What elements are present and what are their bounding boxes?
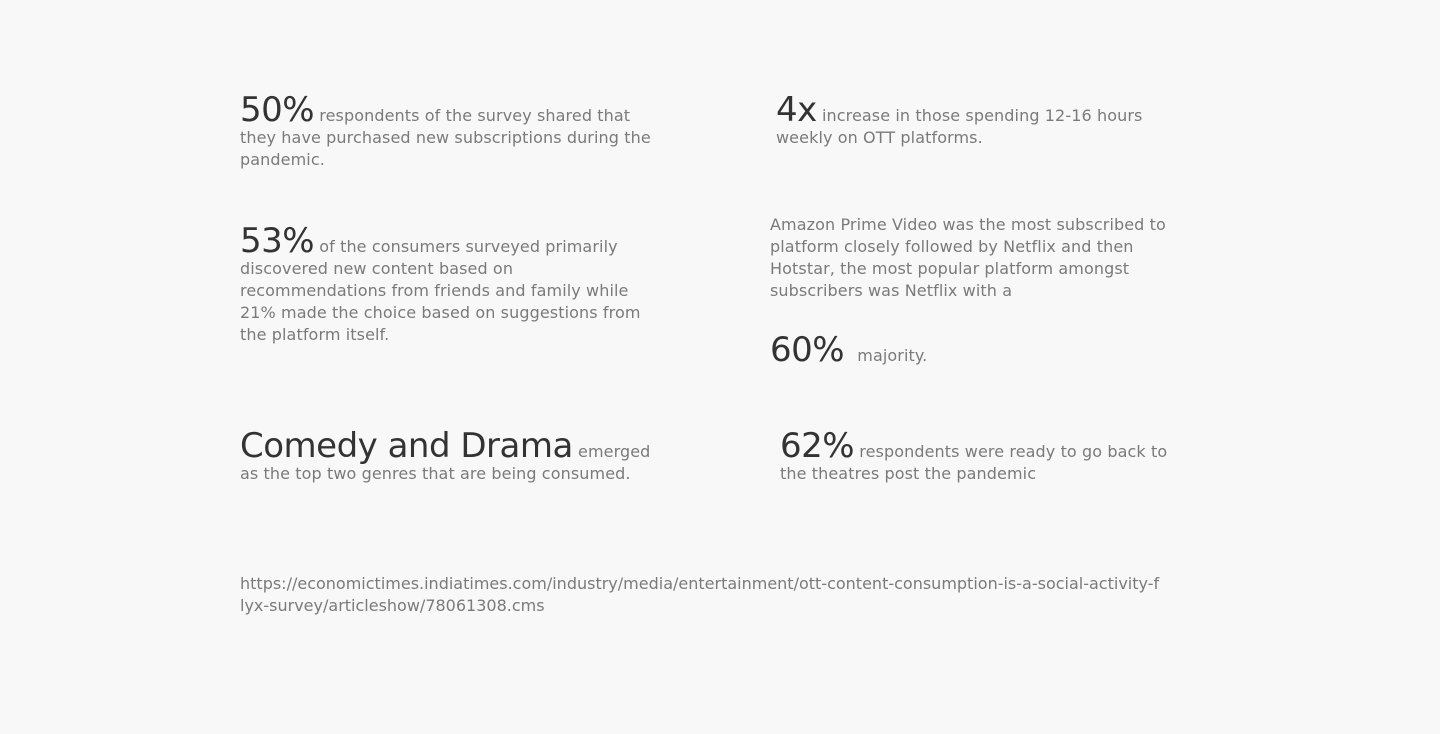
stat-netflix-majority xyxy=(770,330,1190,370)
stat-top-genres xyxy=(240,426,670,485)
stat-content-discovery xyxy=(240,221,660,346)
stat-ott-hours xyxy=(776,90,1196,149)
stat-description: respondents of the survey shared that they have purchased new subscriptions during the pandemic. xyxy=(240,106,651,169)
stat-description: increase in those spending 12-16 hours weekly on OTT platforms. xyxy=(776,106,1143,147)
stat-description: respondents were ready to go back to the theatres post the pandemic xyxy=(780,442,1168,483)
stat-description: emerged as the top two genres that are being consumed. xyxy=(240,442,651,483)
stat-description: majority. xyxy=(852,346,928,365)
source-url: https://economictimes.indiatimes.com/industry/media/entertainment/ott-content-consumption-is-a-social-activity-flyx-survey/articleshow/78061308.cms xyxy=(240,574,1160,615)
stat-figure: 4x xyxy=(776,90,817,130)
stat-figure: Comedy and Drama xyxy=(240,426,573,466)
stat-figure: 53% xyxy=(240,221,315,261)
stat-description: of the consumers surveyed primarily discovered new content based on recommendations from friends and family while 21% made the choice based on suggestions from the platform itself. xyxy=(240,237,641,344)
stat-figure: 50% xyxy=(240,90,315,130)
stat-figure: 62% xyxy=(780,426,855,466)
stat-description: Amazon Prime Video was the most subscribed to platform closely followed by Netflix and then Hotstar, the most popular platform amongst subscribers was Netflix with a xyxy=(770,215,1166,300)
stat-new-subscriptions xyxy=(240,90,670,171)
stat-platforms xyxy=(770,214,1190,302)
stat-theatres-return xyxy=(780,426,1190,485)
stat-figure: 60% xyxy=(770,330,845,370)
